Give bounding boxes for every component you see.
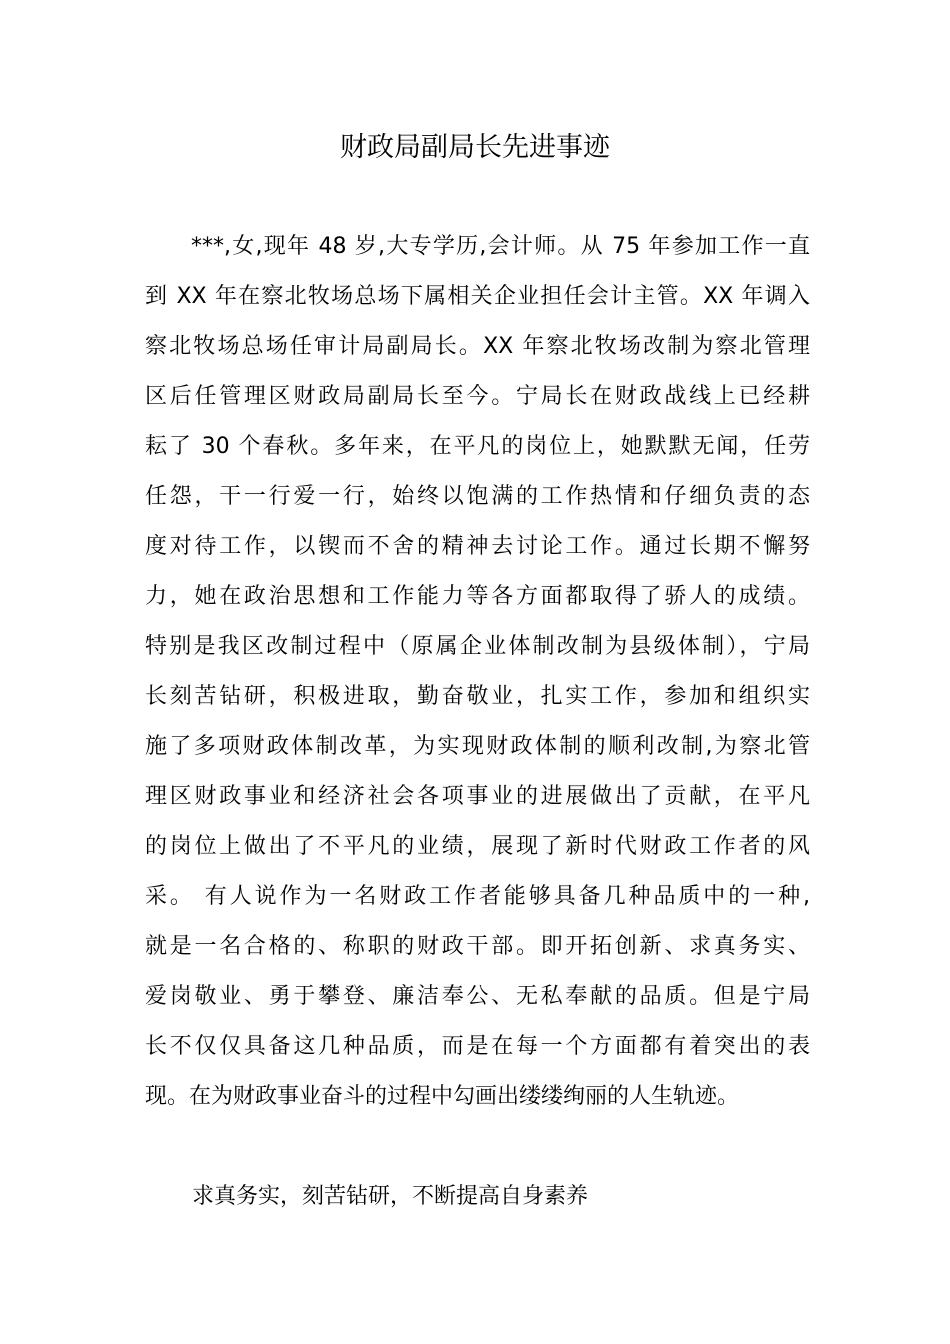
paragraph-line-18: 现。在为财政事业奋斗的过程中勾画出缕缕绚丽的人生轨迹。: [145, 1084, 740, 1109]
paragraph-line-8: 力，她在政治思想和工作能力等各方面都取得了骄人的成绩。: [145, 584, 810, 609]
document-title: 财政局副局长先进事迹: [340, 132, 610, 163]
paragraph-line-2: 到 XX 年在察北牧场总场下属相关企业担任会计主管。XX 年调入: [145, 284, 810, 309]
paragraph-line-15: 就是一名合格的、称职的财政干部。即开拓创新、求真务实、: [145, 934, 810, 959]
paragraph-line-3: 察北牧场总场任审计局副局长。XX 年察北牧场改制为察北管理: [145, 334, 810, 359]
paragraph-line-16: 爱岗敬业、勇于攀登、廉洁奉公、无私奉献的品质。但是宁局: [145, 984, 810, 1009]
paragraph-line-13: 的岗位上做出了不平凡的业绩，展现了新时代财政工作者的风: [145, 834, 810, 859]
paragraph-line-12: 理区财政事业和经济社会各项事业的进展做出了贡献，在平凡: [145, 784, 810, 809]
paragraph-line-14: 采。 有人说作为一名财政工作者能够具备几种品质中的一种,: [145, 884, 810, 909]
section-subheading: 求真务实，刻苦钻研，不断提高自身素养: [192, 1184, 589, 1209]
paragraph-line-10: 长刻苦钻研，积极进取，勤奋敬业，扎实工作，参加和组织实: [145, 684, 810, 709]
paragraph-line-11: 施了多项财政体制改革，为实现财政体制的顺利改制,为察北管: [145, 734, 810, 759]
paragraph-line-1: ***,女,现年 48 岁,大专学历,会计师。从 75 年参加工作一直: [191, 234, 810, 259]
paragraph-line-6: 任怨，干一行爱一行，始终以饱满的工作热情和仔细负责的态: [145, 484, 810, 509]
paragraph-line-4: 区后任管理区财政局副局长至今。宁局长在财政战线上已经耕: [145, 384, 810, 409]
paragraph-line-9: 特别是我区改制过程中（原属企业体制改制为县级体制），宁局: [145, 634, 810, 659]
body-paragraph: [145, 222, 810, 1122]
paragraph-line-17: 长不仅仅具备这几种品质，而是在每一个方面都有着突出的表: [145, 1034, 810, 1059]
paragraph-line-7: 度对待工作，以锲而不舍的精神去讨论工作。通过长期不懈努: [145, 534, 810, 559]
paragraph-line-5: 耘了 30 个春秋。多年来，在平凡的岗位上，她默默无闻，任劳: [145, 434, 810, 459]
